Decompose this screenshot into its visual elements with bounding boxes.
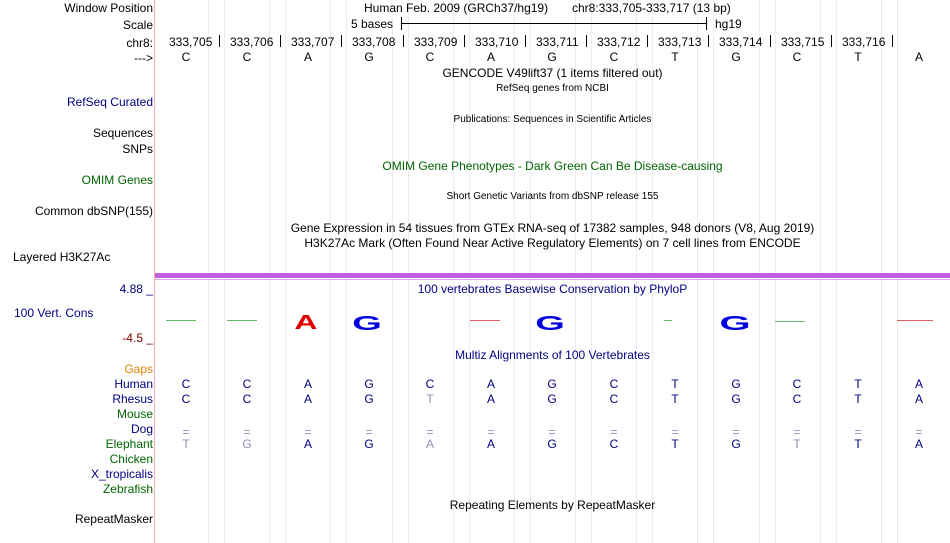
repeatmasker-track-title[interactable]: Repeating Elements by RepeatMasker xyxy=(449,498,656,512)
base-letter: G xyxy=(364,50,374,64)
base-letter: A xyxy=(486,437,495,451)
phylop-tick xyxy=(664,320,672,321)
base-letter: = xyxy=(732,425,740,439)
ruler-position-label: 333,710 xyxy=(475,35,519,49)
h3k27ac-signal-line xyxy=(155,279,950,280)
base-letter: = xyxy=(426,425,434,439)
base-letter: A xyxy=(303,437,312,451)
chr-label[interactable]: chr8: xyxy=(126,36,153,50)
base-letter: C xyxy=(425,377,435,391)
ruler-tick xyxy=(280,35,281,47)
base-letter: = xyxy=(365,425,373,439)
base-letter: T xyxy=(671,50,679,64)
phylop-min-label: -4.5 _ xyxy=(122,331,153,345)
base-letter: T xyxy=(854,377,862,391)
phylop-letter-a: A xyxy=(294,312,318,334)
phylop-letter-g: G xyxy=(719,313,751,335)
base-letter: C xyxy=(609,50,619,64)
base-letter: G xyxy=(547,392,557,406)
assembly-title: Human Feb. 2009 (GRCh37/hg19) xyxy=(364,1,549,15)
ruler-position-label: 333,713 xyxy=(658,35,702,49)
omim-genes-label[interactable]: OMIM Genes xyxy=(81,173,153,187)
base-letter: C xyxy=(181,377,191,391)
phylop-tick xyxy=(775,321,805,322)
scale-label[interactable]: Scale xyxy=(122,18,153,32)
base-letter: T xyxy=(854,50,862,64)
base-letter: G xyxy=(731,50,741,64)
ruler-position-label: 333,708 xyxy=(352,35,396,49)
ruler-tick xyxy=(464,35,465,47)
base-letter: A xyxy=(914,437,923,451)
zebrafish-label[interactable]: Zebrafish xyxy=(102,482,153,496)
layered-h3k27ac-label[interactable]: Layered H3K27Ac xyxy=(13,250,111,264)
dbsnp-track-title[interactable]: Short Genetic Variants from dbSNP release 155 xyxy=(446,191,659,202)
multiz-track-title[interactable]: Multiz Alignments of 100 Vertebrates xyxy=(455,348,650,362)
x-tropicalis-label[interactable]: X_tropicalis xyxy=(90,467,153,481)
base-letter: = xyxy=(182,425,190,439)
ruler-tick xyxy=(586,35,587,47)
mouse-label[interactable]: Mouse xyxy=(116,407,153,421)
gtex-track-title[interactable]: Gene Expression in 54 tissues from GTEx RNA-seq of 17382 samples, 948 donors (V8, Aug 2019) xyxy=(290,221,815,235)
base-letter: A xyxy=(486,392,495,406)
base-letter: = xyxy=(243,425,251,439)
rhesus-label[interactable]: Rhesus xyxy=(112,392,153,406)
human-label[interactable]: Human xyxy=(114,377,153,391)
phylop-tick xyxy=(470,320,500,321)
base-letter: G xyxy=(364,437,374,451)
base-letter: = xyxy=(610,425,618,439)
base-letter: A xyxy=(303,377,312,391)
ruler-tick xyxy=(403,35,404,47)
ruler-tick xyxy=(831,35,832,47)
base-letter: C xyxy=(792,377,802,391)
phylop-tick xyxy=(166,320,196,321)
ruler-position-label: 333,707 xyxy=(291,35,335,49)
base-letter: C xyxy=(242,377,252,391)
base-letter: C xyxy=(792,392,802,406)
h3k27ac-signal-bar[interactable] xyxy=(155,273,950,278)
base-letter: C xyxy=(609,392,619,406)
base-letter: A xyxy=(486,50,495,64)
omim-track-title[interactable]: OMIM Gene Phenotypes - Dark Green Can Be Disease-causing xyxy=(382,159,723,173)
gencode-track-title[interactable]: GENCODE V49lift37 (1 items filtered out) xyxy=(442,66,663,80)
base-letter: G xyxy=(547,50,557,64)
ruler-position-label: 333,705 xyxy=(169,35,213,49)
phylop-tick xyxy=(897,320,933,321)
refseq-track-title[interactable]: RefSeq genes from NCBI xyxy=(496,83,609,94)
base-letter: = xyxy=(548,425,556,439)
base-letter: C xyxy=(609,377,619,391)
base-letter: A xyxy=(914,377,923,391)
base-letter: T xyxy=(182,437,190,451)
h3k27ac-track-title[interactable]: H3K27Ac Mark (Often Found Near Active Regulatory Elements) on 7 cell lines from ENCODE xyxy=(304,236,801,250)
base-letter: G xyxy=(242,437,252,451)
ruler-position-label: 333,714 xyxy=(719,35,763,49)
ruler-position-label: 333,711 xyxy=(536,35,579,49)
base-letter: C xyxy=(242,392,252,406)
base-letter: C xyxy=(609,437,619,451)
base-letter: C xyxy=(792,50,802,64)
base-letter: T xyxy=(671,392,679,406)
window-position-text: chr8:333,705-333,717 (13 bp) xyxy=(572,1,731,15)
base-letter: = xyxy=(671,425,679,439)
base-letter: G xyxy=(547,437,557,451)
vert-cons-label[interactable]: 100 Vert. Cons xyxy=(14,306,94,320)
scale-db: hg19 xyxy=(715,17,742,31)
base-letter: = xyxy=(854,425,862,439)
snps-label[interactable]: SNPs xyxy=(122,142,153,156)
base-letter: T xyxy=(671,437,679,451)
window-position-label[interactable]: Window Position xyxy=(64,1,153,15)
base-letter: C xyxy=(242,50,252,64)
base-letter: G xyxy=(547,377,557,391)
base-letter: = xyxy=(487,425,495,439)
ruler-tick xyxy=(219,35,220,47)
ruler-tick xyxy=(892,35,893,47)
phylop-letter-g: G xyxy=(352,313,382,335)
ruler-position-label: 333,706 xyxy=(230,35,274,49)
base-letter: T xyxy=(426,392,434,406)
base-letter: C xyxy=(181,50,191,64)
ruler-position-label: 333,715 xyxy=(781,35,825,49)
base-letter: A xyxy=(914,50,923,64)
base-letter: G xyxy=(731,377,741,391)
ruler-tick xyxy=(525,35,526,47)
dog-label[interactable]: Dog xyxy=(130,422,153,436)
base-letter: G xyxy=(364,377,374,391)
base-letter: A xyxy=(303,50,312,64)
base-letter: A xyxy=(486,377,495,391)
base-letter: A xyxy=(303,392,312,406)
ruler-position-label: 333,712 xyxy=(597,35,641,49)
sequences-label[interactable]: Sequences xyxy=(92,126,153,140)
base-letter: = xyxy=(915,425,923,439)
base-letter: G xyxy=(731,437,741,451)
ruler-tick xyxy=(770,35,771,47)
strand-arrow-label[interactable]: ---> xyxy=(134,51,153,65)
phylop-tick xyxy=(227,320,257,321)
base-letter: A xyxy=(914,392,923,406)
phylop-track-title[interactable]: 100 vertebrates Basewise Conservation by PhyloP xyxy=(417,282,688,296)
base-letter: T xyxy=(671,377,679,391)
base-letter: C xyxy=(181,392,191,406)
gaps-label[interactable]: Gaps xyxy=(124,362,153,376)
ruler-tick xyxy=(647,35,648,47)
phylop-max-label: 4.88 _ xyxy=(119,282,153,296)
elephant-label[interactable]: Elephant xyxy=(105,437,153,451)
ruler-position-label: 333,709 xyxy=(414,35,458,49)
base-letter: A xyxy=(425,437,434,451)
common-dbsnp-label[interactable]: Common dbSNP(155) xyxy=(34,204,153,218)
base-letter: T xyxy=(854,437,862,451)
base-letter: G xyxy=(364,392,374,406)
chicken-label[interactable]: Chicken xyxy=(109,452,153,466)
phylop-letter-g: G xyxy=(535,313,565,335)
base-letter: = xyxy=(304,425,312,439)
scale-text: 5 bases xyxy=(351,17,394,31)
ruler-tick xyxy=(708,35,709,47)
ruler-tick xyxy=(341,35,342,47)
repeatmasker-label[interactable]: RepeatMasker xyxy=(74,512,153,526)
refseq-curated-label[interactable]: RefSeq Curated xyxy=(66,95,153,109)
ruler-position-label: 333,716 xyxy=(842,35,886,49)
publications-track-title[interactable]: Publications: Sequences in Scientific Articles xyxy=(453,114,652,125)
base-letter: T xyxy=(854,392,862,406)
base-letter: T xyxy=(793,437,801,451)
base-letter: G xyxy=(731,392,741,406)
base-letter: C xyxy=(425,50,435,64)
base-letter: = xyxy=(793,425,801,439)
